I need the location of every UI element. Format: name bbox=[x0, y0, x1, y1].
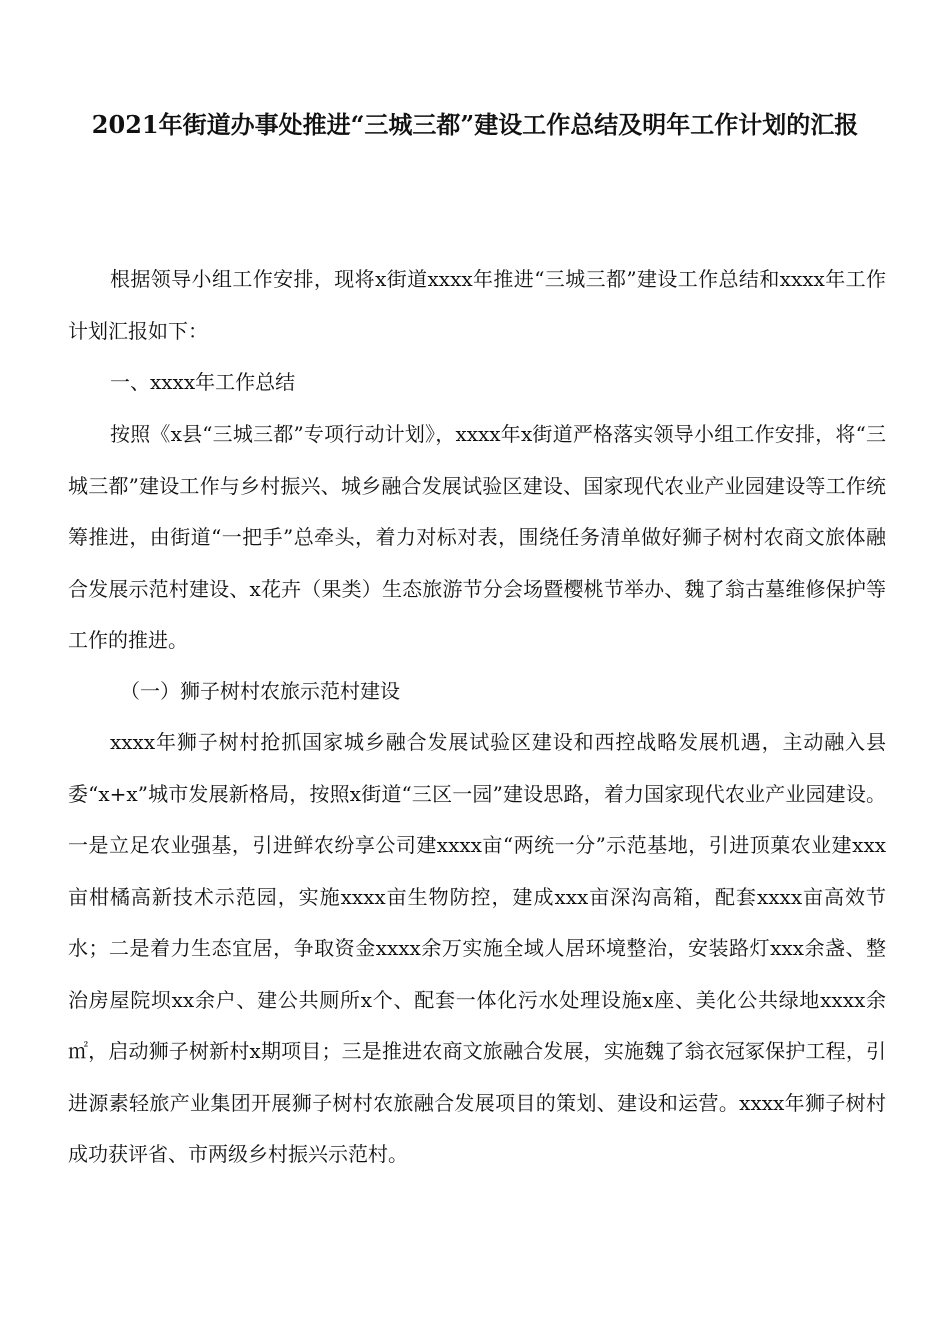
document-title: 2021年街道办事处推进“三城三都”建设工作总结及明年工作计划的汇报 bbox=[91, 110, 859, 139]
subsection-heading: （一）狮子树村农旅示范村建设 bbox=[120, 679, 400, 703]
intro-paragraph: 根据领导小组工作安排，现将x街道xxxx年推进“三城三都”建设工作总结和xxxx年工作计划汇报如下： bbox=[68, 267, 886, 343]
village-paragraph: xxxx年狮子树村抢抓国家城乡融合发展试验区建设和西控战略发展机遇，主动融入县委“x+x”城市发展新格局，按照x街道“三区一园”建设思路，着力国家现代农业产业园建设。一是立足农业强基，引进鲜农纷享公司建xxxx亩“两统一分”示范基地，引进顶菓农业建xxx亩柑橘高新技术示范园，实施xxxx亩生物防控，建成xxx亩深沟高箱，配套xxxx亩高效节水；二是着力生态宜居，争取资金xxxx余万实施全域人居环境整治，安装路灯xxx余盏、整治房屋院坝xx余户、建公共厕所x个、配套一体化污水处理设施x座、美化公共绿地xxxx余㎡，启动狮子树新村x期项目；三是推进农商文旅融合发展，实施魏了翁衣冠冢保护工程，引进源素轻旅产业集团开展狮子树村农旅融合发展项目的策划、建设和运营。xxxx年狮子树村成功获评省、市两级乡村振兴示范村。 bbox=[68, 730, 886, 1166]
section-heading: 一、xxxx年工作总结 bbox=[110, 370, 296, 394]
summary-paragraph: 按照《x县“三城三都”专项行动计划》，xxxx年x街道严格落实领导小组工作安排，将“三城三都”建设工作与乡村振兴、城乡融合发展试验区建设、国家现代农业产业园建设等工作统筹推进，由街道“一把手”总牵头，着力对标对表，围绕任务清单做好狮子树村农商文旅体融合发展示范村建设、x花卉（果类）生态旅游节分会场暨樱桃节举办、魏了翁古墓维修保护等工作的推进。 bbox=[68, 422, 886, 652]
